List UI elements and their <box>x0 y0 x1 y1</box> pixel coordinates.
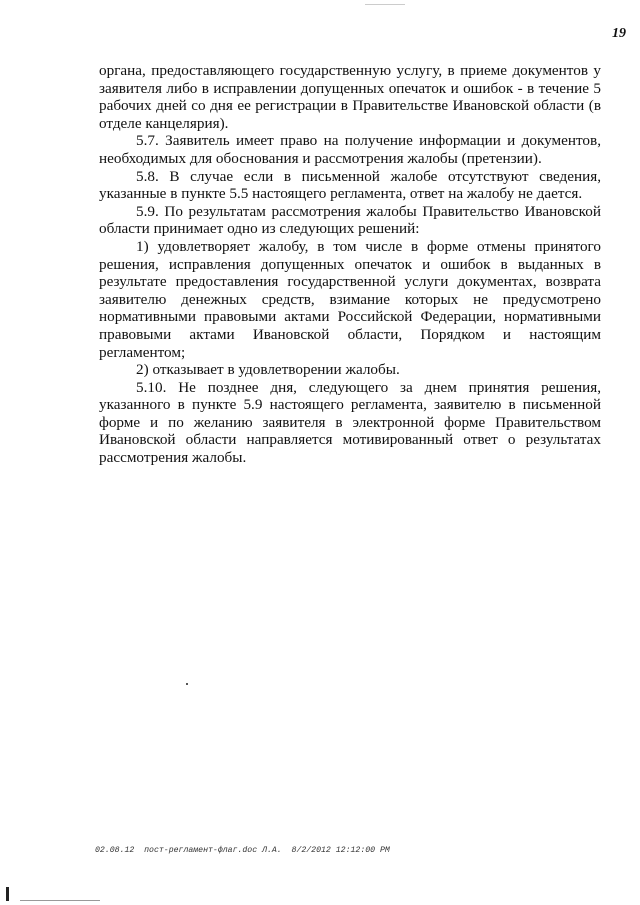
paragraph-5-10: 5.10. Не позднее дня, следующего за днем принятия решения, указанного в пункте 5.9 настоящего регламента, заявителю в письменной форме и по желанию заявителя в электронной форме Правительством Ивановской области направляется мотивированный ответ о результатах рассмотрения жалобы. <box>99 378 601 467</box>
paragraph-5-9-item-1: 1) удовлетворяет жалобу, в том числе в форме отмены принятого решения, исправления допущенных опечаток и ошибок в выданных в результате предоставления государственной услуги документах, возврата заявителю денежных средств, взимание которых не предусмотрено нормативными правовыми актами Российской Федерации, нормативными правовыми актами Ивановской области, Порядком и настоящим регламентом; <box>99 237 601 361</box>
paragraph-5-8: 5.8. В случае если в письменной жалобе отсутствуют сведения, указанные в пункте 5.5 настоящего регламента, ответ на жалобу не дается. <box>99 167 601 203</box>
file-footer: 02.08.12 пост-регламент-флаг.doc Л.А. 8/2/2012 12:12:00 PM <box>95 846 390 855</box>
scan-artifact-bottom <box>20 900 100 901</box>
page-number: 19 <box>612 26 626 41</box>
paragraph-5-9: 5.9. По результатам рассмотрения жалобы Правительство Ивановской области принимает одно из следующих решений: <box>99 202 601 238</box>
scan-artifact-dot <box>186 683 188 685</box>
paragraph-5-7: 5.7. Заявитель имеет право на получение информации и документов, необходимых для обоснования и рассмотрения жалобы (претензии). <box>99 132 601 167</box>
document-body <box>99 62 601 467</box>
paragraph-continuation: органа, предоставляющего государственную услугу, в приеме документов у заявителя либо в исправлении допущенных опечаток и ошибок - в течение 5 рабочих дней со дня ее регистрации в Правительстве Ивановской области (в отделе канцелярия). <box>99 62 601 132</box>
scan-artifact-top <box>365 4 405 5</box>
scan-artifact-left <box>6 887 9 901</box>
paragraph-5-9-item-2: 2) отказывает в удовлетворении жалобы. <box>136 361 400 379</box>
